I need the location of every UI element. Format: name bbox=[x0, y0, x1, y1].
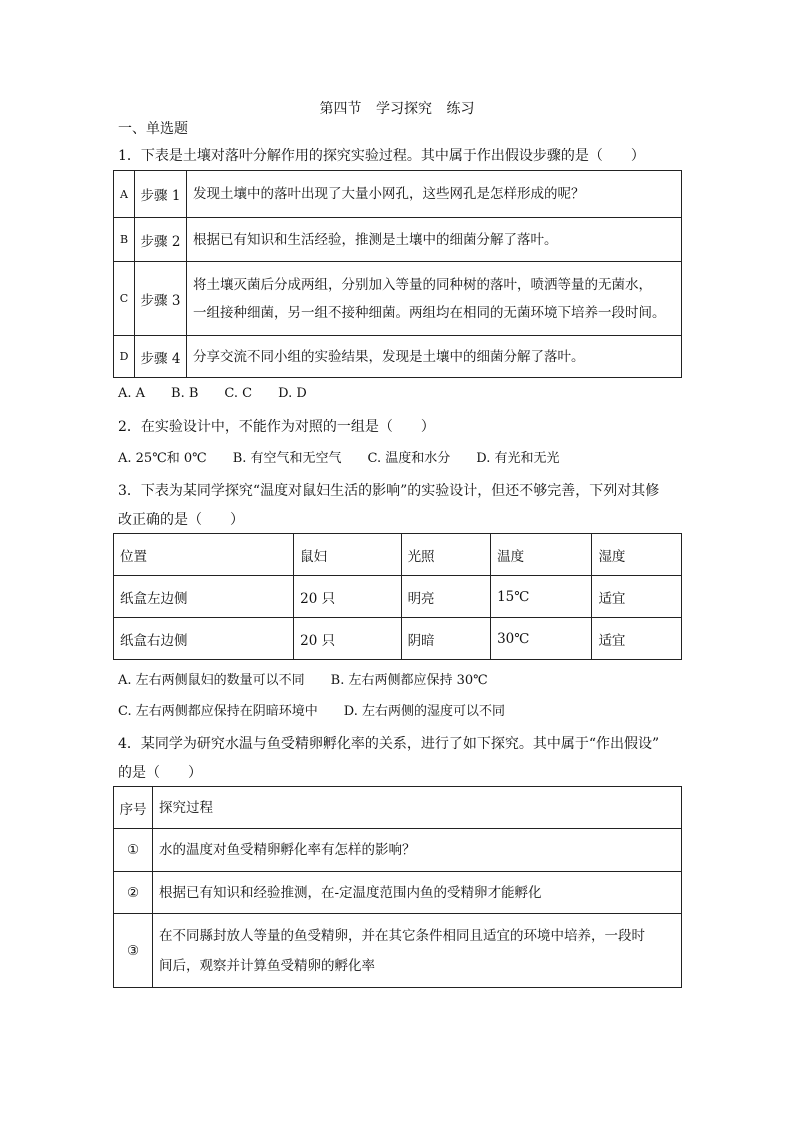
row-step: 步骤 4 bbox=[135, 336, 187, 378]
option-b[interactable]: B. 有空气和无空气 bbox=[232, 451, 342, 466]
row-step: 步骤 1 bbox=[135, 171, 187, 218]
question-4-stem-line1: 4．某同学为研究水温与鱼受精卵孵化率的关系，进行了如下探究。其中属于“作出假设” bbox=[118, 736, 660, 752]
question-2-options bbox=[118, 447, 586, 466]
header-cell: 湿度 bbox=[592, 534, 682, 576]
option-c[interactable]: C. 温度和水分 bbox=[367, 451, 451, 466]
option-a[interactable]: A. 左右两侧鼠妇的数量可以不同 bbox=[118, 673, 305, 688]
cell: 适宜 bbox=[592, 576, 682, 618]
table-row bbox=[114, 576, 682, 618]
row-number: ① bbox=[114, 829, 153, 872]
option-c[interactable]: C. 左右两侧都应保持在阴暗环境中 bbox=[118, 704, 318, 719]
row-letter: D bbox=[114, 336, 135, 378]
header-cell: 序号 bbox=[114, 787, 153, 829]
question-3-table bbox=[113, 533, 682, 660]
option-a[interactable]: A. 25℃和 0℃ bbox=[118, 451, 207, 466]
row-content: 根据已有知识和生活经验，推测是土壤中的细菌分解了落叶。 bbox=[187, 218, 682, 262]
cell: 纸盒右边侧 bbox=[114, 618, 294, 660]
row-content: 根据已有知识和经验推测，在-定温度范围内鱼的受精卵才能孵化 bbox=[153, 872, 682, 914]
question-1-options bbox=[118, 386, 333, 401]
row-number: ② bbox=[114, 872, 153, 914]
cell: 15℃ bbox=[491, 576, 592, 618]
table-row bbox=[114, 872, 682, 914]
option-b[interactable]: B. 左右两侧都应保持 30℃ bbox=[330, 673, 488, 688]
table-row bbox=[114, 829, 682, 872]
option-c[interactable]: C. C bbox=[224, 386, 253, 401]
header-cell: 位置 bbox=[114, 534, 294, 576]
header-cell: 温度 bbox=[491, 534, 592, 576]
question-1-stem: 1．下表是土壤对落叶分解作用的探究实验过程。其中属于作出假设步骤的是（ ） bbox=[118, 148, 645, 164]
table-row bbox=[114, 262, 682, 336]
row-letter: B bbox=[114, 218, 135, 262]
row-content: 发现土壤中的落叶出现了大量小网孔，这些网孔是怎样形成的呢？ bbox=[187, 171, 682, 218]
option-d[interactable]: D. D bbox=[278, 386, 307, 401]
table-row bbox=[114, 218, 682, 262]
option-d[interactable]: D. 有光和无光 bbox=[476, 451, 560, 466]
table-row bbox=[114, 618, 682, 660]
row-content: 分享交流不同小组的实验结果，发现是土壤中的细菌分解了落叶。 bbox=[187, 336, 682, 378]
table-row bbox=[114, 914, 682, 988]
page-title: 第四节 学习探究 练习 bbox=[319, 101, 475, 117]
cell: 明亮 bbox=[401, 576, 491, 618]
row-number: ③ bbox=[114, 914, 153, 988]
row-step: 步骤 2 bbox=[135, 218, 187, 262]
header-cell: 探究过程 bbox=[153, 787, 682, 829]
header-cell: 鼠妇 bbox=[294, 534, 401, 576]
row-content bbox=[187, 262, 682, 336]
row-letter: C bbox=[114, 262, 135, 336]
row-content-line: 将土壤灭菌后分成两组，分别加入等量的同种树的落叶，喷洒等量的无菌水， bbox=[193, 276, 652, 293]
row-step: 步骤 3 bbox=[135, 262, 187, 336]
header-cell: 光照 bbox=[401, 534, 491, 576]
question-4-stem-line2: 的是（ ） bbox=[118, 765, 202, 781]
table-row bbox=[114, 336, 682, 378]
cell: 阴暗 bbox=[401, 618, 491, 660]
table-header-row bbox=[114, 787, 682, 829]
row-content: 水的温度对鱼受精卵孵化率有怎样的影响？ bbox=[153, 829, 682, 872]
cell: 适宜 bbox=[592, 618, 682, 660]
row-content-line: 一组接种细菌，另一组不接种细菌。两组均在相同的无菌环境下培养一段时间。 bbox=[193, 304, 666, 321]
question-3-stem-line1: 3．下表为某同学探究“温度对鼠妇生活的影响”的实验设计，但还不够完善，下列对其修 bbox=[118, 483, 660, 499]
question-4-table bbox=[113, 786, 682, 988]
option-b[interactable]: B. B bbox=[171, 386, 199, 401]
cell: 20 只 bbox=[294, 618, 401, 660]
cell: 纸盒左边侧 bbox=[114, 576, 294, 618]
section-heading: 一、单选题 bbox=[118, 121, 188, 137]
question-2-stem: 2．在实验设计中，不能作为对照的一组是（ ） bbox=[118, 419, 435, 435]
option-a[interactable]: A. A bbox=[118, 386, 146, 401]
table-row bbox=[114, 171, 682, 218]
row-letter: A bbox=[114, 171, 135, 218]
row-content bbox=[153, 914, 682, 988]
cell: 30℃ bbox=[491, 618, 592, 660]
question-3-stem-line2: 改正确的是（ ） bbox=[118, 512, 244, 528]
row-content-line: 在不同縣封放人等量的鱼受精卵，并在其它条件相同且适宜的环境中培养，一段时 bbox=[159, 927, 645, 944]
question-3-options-line2 bbox=[118, 700, 531, 719]
table-header-row bbox=[114, 534, 682, 576]
question-3-options-line1 bbox=[118, 669, 514, 688]
row-content-line: 间后，观察并计算鱼受精卵的孵化率 bbox=[159, 957, 375, 974]
question-1-table bbox=[113, 170, 682, 378]
option-d[interactable]: D. 左右两侧的湿度可以不同 bbox=[343, 704, 505, 719]
cell: 20 只 bbox=[294, 576, 401, 618]
